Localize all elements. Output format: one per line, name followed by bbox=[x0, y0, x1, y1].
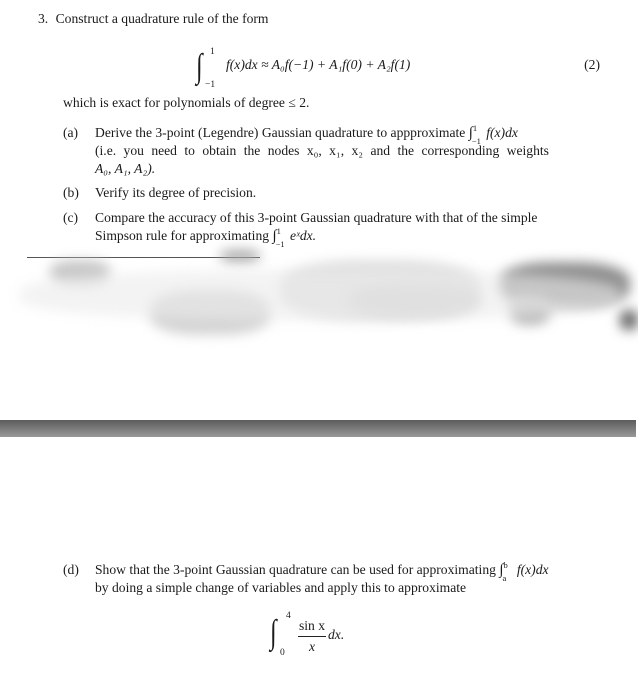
integral-sign: ∫ bbox=[499, 562, 504, 578]
part-a bbox=[63, 124, 608, 178]
integral-limits: b a bbox=[502, 559, 508, 583]
part-d-line1: Show that the 3-point Gaussian quadrature can be used for approximating bbox=[95, 562, 496, 577]
equation-body: f(x)dx ≈ A₀f(−1) + A₁f(0) + A₂f(1) bbox=[226, 57, 411, 72]
integral-limits: 1 −1 bbox=[471, 122, 481, 146]
numerator: sin x bbox=[298, 618, 326, 637]
problem-intro: Construct a quadrature rule of the form bbox=[55, 11, 269, 26]
exactness-condition: which is exact for polynomials of degree ≤ 2. bbox=[63, 95, 310, 110]
integral-sign: ∫ bbox=[270, 614, 277, 651]
integral-sign: ∫ bbox=[196, 48, 203, 85]
smudge bbox=[220, 250, 260, 262]
integral-upper-limit: 4 bbox=[286, 611, 291, 621]
part-label: (a) bbox=[63, 125, 79, 140]
problem-heading bbox=[38, 11, 269, 27]
part-label: (d) bbox=[63, 562, 79, 577]
sinc-integral-equation bbox=[270, 608, 430, 662]
main-equation bbox=[196, 42, 496, 92]
equation-number: (2) bbox=[584, 57, 600, 72]
part-b-line1: Verify its degree of precision. bbox=[95, 185, 257, 200]
integral-sign: ∫ bbox=[272, 228, 277, 244]
integral-sign: ∫ bbox=[468, 125, 473, 141]
smudge bbox=[620, 310, 638, 330]
part-c-line2: Simpson rule for approximating bbox=[95, 228, 270, 243]
differential: dx. bbox=[328, 627, 345, 642]
integrand: f(x)dx bbox=[516, 562, 549, 577]
integral-limits: 1 −1 bbox=[275, 225, 285, 249]
part-b bbox=[63, 184, 608, 202]
integral-upper-limit: 1 bbox=[210, 47, 215, 57]
integral-lower-limit: −1 bbox=[205, 80, 216, 90]
smudge bbox=[20, 270, 620, 320]
part-c-line1: Compare the accuracy of this 3-point Gaussian quadrature with that of the simple bbox=[95, 210, 538, 225]
part-c bbox=[63, 209, 608, 249]
part-label: (c) bbox=[63, 210, 79, 225]
obscured-footnote-region bbox=[20, 250, 638, 340]
part-a-line2: (i.e. you need to obtain the nodes x₀, x₁, x₂ and the corresponding weights bbox=[95, 143, 549, 158]
part-a-line3: A₀, A₁, A₂). bbox=[95, 161, 156, 176]
fraction bbox=[298, 618, 326, 655]
part-d bbox=[63, 561, 608, 597]
part-a-line1: Derive the 3-point (Legendre) Gaussian quadrature to appproximate bbox=[95, 125, 466, 140]
integrand: f(x)dx bbox=[486, 125, 518, 140]
part-d-line2: by doing a simple change of variables and apply this to approximate bbox=[95, 580, 467, 595]
integral-lower-limit: 0 bbox=[280, 648, 285, 658]
problem-number: 3. bbox=[38, 11, 49, 26]
page-divider bbox=[0, 420, 636, 437]
integrand: eˣdx. bbox=[289, 228, 317, 243]
denominator: x bbox=[308, 639, 316, 654]
part-label: (b) bbox=[63, 185, 79, 200]
